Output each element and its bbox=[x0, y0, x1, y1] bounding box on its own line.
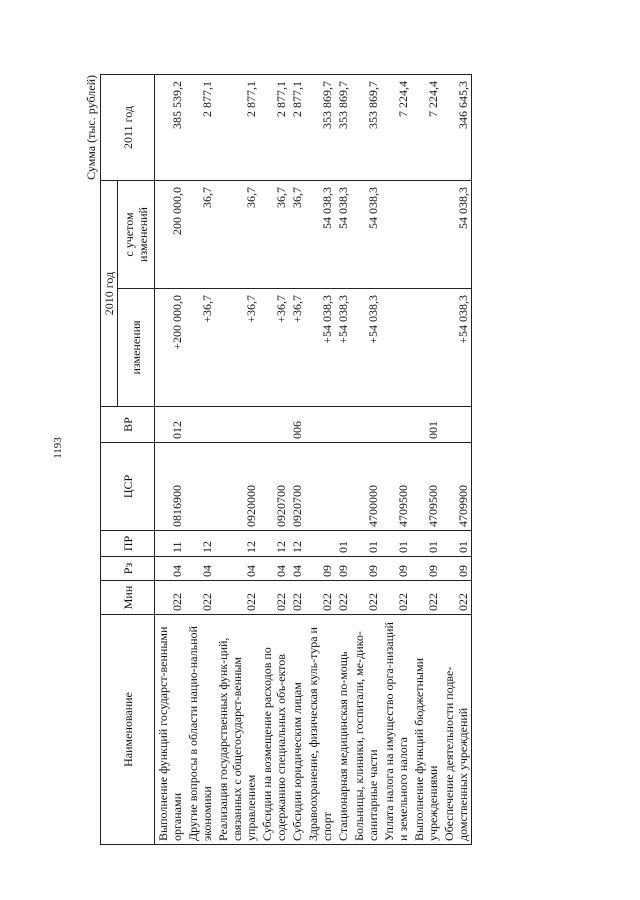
row-min: 022 bbox=[441, 581, 472, 615]
row-pr: 11 bbox=[155, 531, 186, 557]
header-vr: ВР bbox=[101, 407, 155, 443]
row-2011: 353 869,7 bbox=[351, 74, 381, 180]
row-changes: +54 038,3 bbox=[351, 289, 381, 407]
row-2011: 2 877,1 bbox=[185, 74, 215, 180]
row-name: Выполнение функций бюджетными учреждениями bbox=[411, 615, 441, 845]
row-name: Реализация государственных функ-ций, связанных с общегосударст-венным управлением bbox=[215, 615, 259, 845]
row-with-changes: 54 038,3 bbox=[351, 180, 381, 288]
row-pr bbox=[305, 531, 335, 557]
row-csr: 4700000 bbox=[351, 443, 381, 531]
row-rz: 09 bbox=[441, 557, 472, 581]
row-2011: 7 224,4 bbox=[381, 74, 411, 180]
header-rz: Рз bbox=[101, 557, 155, 581]
row-with-changes: 200 000,0 bbox=[155, 180, 186, 288]
header-with-changes: с учетом изменений bbox=[118, 180, 155, 288]
table-row bbox=[215, 74, 259, 844]
row-csr bbox=[335, 443, 351, 531]
row-min: 022 bbox=[351, 581, 381, 615]
row-vr bbox=[215, 407, 259, 443]
row-rz: 04 bbox=[289, 557, 305, 581]
header-name: Наименование bbox=[101, 615, 155, 845]
row-2011: 353 869,7 bbox=[305, 74, 335, 180]
table-row bbox=[441, 74, 472, 844]
unit-note: Сумма (тыс. рублей) bbox=[84, 75, 98, 180]
row-changes bbox=[411, 289, 441, 407]
row-2011: 2 877,1 bbox=[289, 74, 305, 180]
row-name: Обеспечение деятельности подве-домственных учреждений bbox=[441, 615, 472, 845]
row-pr: 12 bbox=[289, 531, 305, 557]
row-min: 022 bbox=[335, 581, 351, 615]
row-csr bbox=[185, 443, 215, 531]
row-rz: 04 bbox=[259, 557, 289, 581]
row-with-changes: 36,7 bbox=[259, 180, 289, 288]
row-csr bbox=[305, 443, 335, 531]
row-2011: 385 539,2 bbox=[155, 74, 186, 180]
row-2011: 346 645,3 bbox=[441, 74, 472, 180]
budget-table bbox=[100, 74, 472, 845]
table-row bbox=[335, 74, 351, 844]
row-pr: 01 bbox=[351, 531, 381, 557]
row-changes: +36,7 bbox=[289, 289, 305, 407]
row-csr: 4709900 bbox=[441, 443, 472, 531]
row-2011: 2 877,1 bbox=[215, 74, 259, 180]
row-pr: 12 bbox=[185, 531, 215, 557]
page-number: 1193 bbox=[52, 437, 64, 459]
row-pr: 01 bbox=[411, 531, 441, 557]
row-pr: 01 bbox=[335, 531, 351, 557]
table-row bbox=[351, 74, 381, 844]
row-min: 022 bbox=[185, 581, 215, 615]
row-name: Здравоохранение, физическая куль-тура и спорт bbox=[305, 615, 335, 845]
row-vr bbox=[381, 407, 411, 443]
row-rz: 09 bbox=[411, 557, 441, 581]
row-with-changes: 54 038,3 bbox=[335, 180, 351, 288]
row-csr: 4709500 bbox=[381, 443, 411, 531]
row-changes: +54 038,3 bbox=[335, 289, 351, 407]
row-rz: 04 bbox=[155, 557, 186, 581]
row-with-changes bbox=[411, 180, 441, 288]
rotated-table-area bbox=[84, 75, 585, 845]
table-row bbox=[259, 74, 289, 844]
row-vr bbox=[335, 407, 351, 443]
row-rz: 04 bbox=[185, 557, 215, 581]
row-with-changes: 54 038,3 bbox=[305, 180, 335, 288]
row-pr: 12 bbox=[259, 531, 289, 557]
row-name: Субсидии юридическим лицам bbox=[289, 615, 305, 845]
row-vr: 006 bbox=[289, 407, 305, 443]
row-name: Стационарная медицинская по-мощь bbox=[335, 615, 351, 845]
header-year-2010: 2010 год bbox=[101, 180, 118, 406]
row-changes: +54 038,3 bbox=[441, 289, 472, 407]
row-with-changes: 36,7 bbox=[185, 180, 215, 288]
row-rz: 09 bbox=[305, 557, 335, 581]
table-row bbox=[155, 74, 186, 844]
row-changes: +36,7 bbox=[185, 289, 215, 407]
row-rz: 09 bbox=[351, 557, 381, 581]
header-changes: изменения bbox=[118, 289, 155, 407]
row-vr bbox=[441, 407, 472, 443]
row-csr: 0816900 bbox=[155, 443, 186, 531]
row-min: 022 bbox=[155, 581, 186, 615]
row-csr: 0920700 bbox=[259, 443, 289, 531]
row-with-changes: 36,7 bbox=[289, 180, 305, 288]
table-row bbox=[411, 74, 441, 844]
row-pr: 01 bbox=[381, 531, 411, 557]
row-with-changes bbox=[381, 180, 411, 288]
table-row bbox=[381, 74, 411, 844]
row-changes: +200 000,0 bbox=[155, 289, 186, 407]
row-vr: 001 bbox=[411, 407, 441, 443]
table-row bbox=[305, 74, 335, 844]
row-pr: 12 bbox=[215, 531, 259, 557]
row-rz: 09 bbox=[381, 557, 411, 581]
row-vr bbox=[351, 407, 381, 443]
header-csr: ЦСР bbox=[101, 443, 155, 531]
row-rz: 09 bbox=[335, 557, 351, 581]
row-changes bbox=[381, 289, 411, 407]
row-min: 022 bbox=[411, 581, 441, 615]
row-csr: 0920700 bbox=[289, 443, 305, 531]
row-2011: 7 224,4 bbox=[411, 74, 441, 180]
row-rz: 04 bbox=[215, 557, 259, 581]
row-with-changes: 54 038,3 bbox=[441, 180, 472, 288]
row-changes: +54 038,3 bbox=[305, 289, 335, 407]
row-2011: 2 877,1 bbox=[259, 74, 289, 180]
row-min: 022 bbox=[215, 581, 259, 615]
row-vr bbox=[305, 407, 335, 443]
row-name: Больницы, клиники, госпитали, ме-дико-санитарные части bbox=[351, 615, 381, 845]
row-vr bbox=[185, 407, 215, 443]
row-changes: +36,7 bbox=[259, 289, 289, 407]
row-vr: 012 bbox=[155, 407, 186, 443]
row-name: Уплата налога на имущество орга-низаций и земельного налога bbox=[381, 615, 411, 845]
row-pr: 01 bbox=[441, 531, 472, 557]
row-min: 022 bbox=[381, 581, 411, 615]
row-min: 022 bbox=[305, 581, 335, 615]
row-2011: 353 869,7 bbox=[335, 74, 351, 180]
row-vr bbox=[259, 407, 289, 443]
row-changes: +36,7 bbox=[215, 289, 259, 407]
row-name: Другие вопросы в области нацио-нальной экономики bbox=[185, 615, 215, 845]
table-row bbox=[289, 74, 305, 844]
header-year-2011: 2011 год bbox=[101, 74, 155, 180]
row-csr: 4709500 bbox=[411, 443, 441, 531]
row-min: 022 bbox=[259, 581, 289, 615]
row-name: Субсидии на возмещение расходов по содержанию специальных объ-ектов bbox=[259, 615, 289, 845]
row-with-changes: 36,7 bbox=[215, 180, 259, 288]
header-pr: ПР bbox=[101, 531, 155, 557]
table-row bbox=[185, 74, 215, 844]
row-name: Выполнение функций государст-венными органами bbox=[155, 615, 186, 845]
row-csr: 0920000 bbox=[215, 443, 259, 531]
header-min: Мин bbox=[101, 581, 155, 615]
row-min: 022 bbox=[289, 581, 305, 615]
